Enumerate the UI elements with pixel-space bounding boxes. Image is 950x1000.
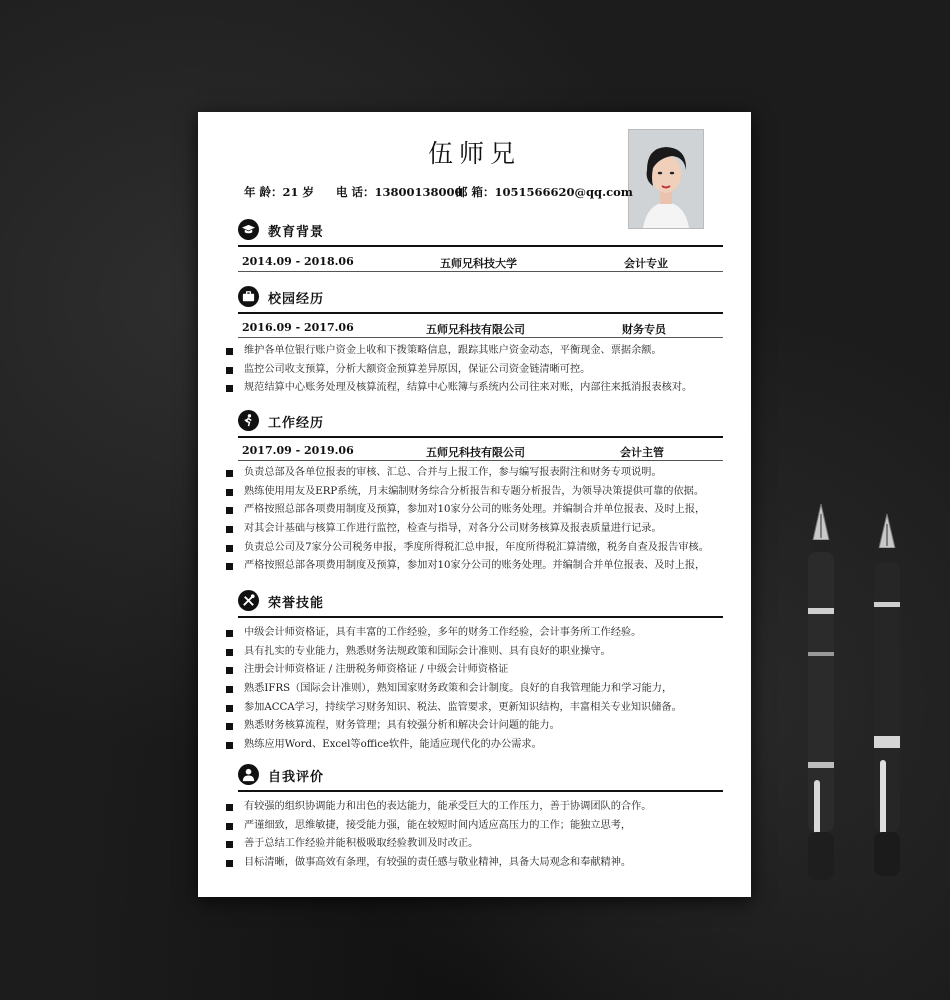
- list-item: 熟悉财务核算流程，财务管理；具有较强分析和解决会计问题的能力。: [226, 717, 726, 736]
- section-title: 荣誉技能: [268, 596, 325, 611]
- campus-row: [238, 321, 723, 338]
- resume-name: 伍师兄: [427, 139, 521, 168]
- tools-icon: [238, 590, 259, 611]
- section-title: 工作经历: [268, 416, 325, 431]
- list-item: 熟练应用Word、Excel等office软件，能适应现代化的办公需求。: [226, 736, 726, 755]
- list-item: 严格按照总部各项费用制度及预算，参加对10家分公司的账务处理。并编制合并单位报表、及时上报，: [226, 501, 726, 520]
- list-item: 参加ACCA学习，持续学习财务知识、税法、监管要求，更新知识结构，丰富相关专业知识储备。: [226, 699, 726, 718]
- list-item: 中级会计师资格证，具有丰富的工作经验，多年的财务工作经验，会计事务所工作经验。: [226, 624, 726, 643]
- list-item: 严格按照总部各项费用制度及预算，参加对10家分公司的账务处理。并编制合并单位报表、及时上报，: [226, 557, 726, 576]
- work-row: [238, 444, 723, 461]
- work-list: [226, 464, 726, 576]
- section-campus-header: [238, 286, 723, 314]
- list-item: 严谨细致，思维敏捷，接受能力强，能在较短时间内适应高压力的工作；能独立思考，: [226, 817, 726, 836]
- campus-date: 2016.09 - 2017.06: [242, 321, 354, 334]
- list-item: 具有扎实的专业能力，熟悉财务法规政策和国际会计准则、具有良好的职业操守。: [226, 643, 726, 662]
- runner-icon: [238, 410, 259, 431]
- campus-list: [226, 342, 726, 398]
- section-skills-header: [238, 590, 723, 618]
- graduation-cap-icon: [238, 219, 259, 240]
- section-self-header: [238, 764, 723, 792]
- education-school: 五师兄科技大学: [440, 257, 517, 270]
- list-item: 目标清晰，做事高效有条理，有较强的责任感与敬业精神，具备大局观念和奉献精神。: [226, 854, 726, 873]
- list-item: 负责总部及各单位报表的审核、汇总、合并与上报工作，参与编写报表附注和财务专项说明。: [226, 464, 726, 483]
- profile-photo: [628, 129, 704, 229]
- section-title: 自我评价: [268, 770, 325, 785]
- list-item: 注册会计师资格证 / 注册税务师资格证 / 中级会计师资格证: [226, 661, 726, 680]
- education-major: 会计专业: [624, 257, 668, 270]
- work-company: 五师兄科技有限公司: [426, 446, 525, 459]
- person-icon: [238, 764, 259, 785]
- list-item: 对其会计基础与核算工作进行监控，检查与指导，对各分公司财务核算及报表质量进行记录。: [226, 520, 726, 539]
- education-row: [238, 255, 723, 272]
- list-item: 熟悉IFRS（国际会计准则），熟知国家财务政策和会计制度。良好的自我管理能力和学习能力，: [226, 680, 726, 699]
- section-title: 教育背景: [268, 225, 325, 240]
- list-item: 规范结算中心账务处理及核算流程，结算中心账簿与系统内公司往来对账，内部往来抵消报表核对。: [226, 379, 726, 398]
- list-item: 善于总结工作经验并能积极吸取经验教训及时改正。: [226, 835, 726, 854]
- section-title: 校园经历: [268, 292, 325, 307]
- email-info: 邮 箱：1051566620@qq.com: [456, 185, 633, 199]
- phone-info: 电 话：13800138000: [336, 185, 463, 199]
- age-info: 年 龄：21 岁: [244, 185, 315, 199]
- list-item: 熟练使用用友及ERP系统，月末编制财务综合分析报告和专题分析报告，为领导决策提供可靠的依据。: [226, 483, 726, 502]
- campus-company: 五师兄科技有限公司: [426, 323, 525, 336]
- fountain-pen-left: [800, 500, 842, 890]
- list-item: 有较强的组织协调能力和出色的表达能力，能承受巨大的工作压力，善于协调团队的合作。: [226, 798, 726, 817]
- briefcase-icon: [238, 286, 259, 307]
- campus-role: 财务专员: [622, 323, 666, 336]
- skills-list: [226, 624, 726, 755]
- section-work-header: [238, 410, 723, 438]
- work-date: 2017.09 - 2019.06: [242, 444, 354, 457]
- self-list: [226, 798, 726, 873]
- list-item: 监控公司收支预算，分析大额资金预算差异原因，保证公司资金链清晰可控。: [226, 361, 726, 380]
- list-item: 负责总公司及7家分公司税务申报，季度所得税汇总申报，年度所得税汇算清缴，税务自查及报告审核。: [226, 539, 726, 558]
- work-role: 会计主管: [620, 446, 664, 459]
- education-date: 2014.09 - 2018.06: [242, 255, 354, 268]
- section-education-header: [238, 219, 723, 247]
- resume-page: [198, 112, 751, 897]
- list-item: 维护各单位银行账户资金上收和下拨策略信息，跟踪其账户资金动态，平衡现金、票据余额。: [226, 342, 726, 361]
- fountain-pen-right: [866, 510, 908, 885]
